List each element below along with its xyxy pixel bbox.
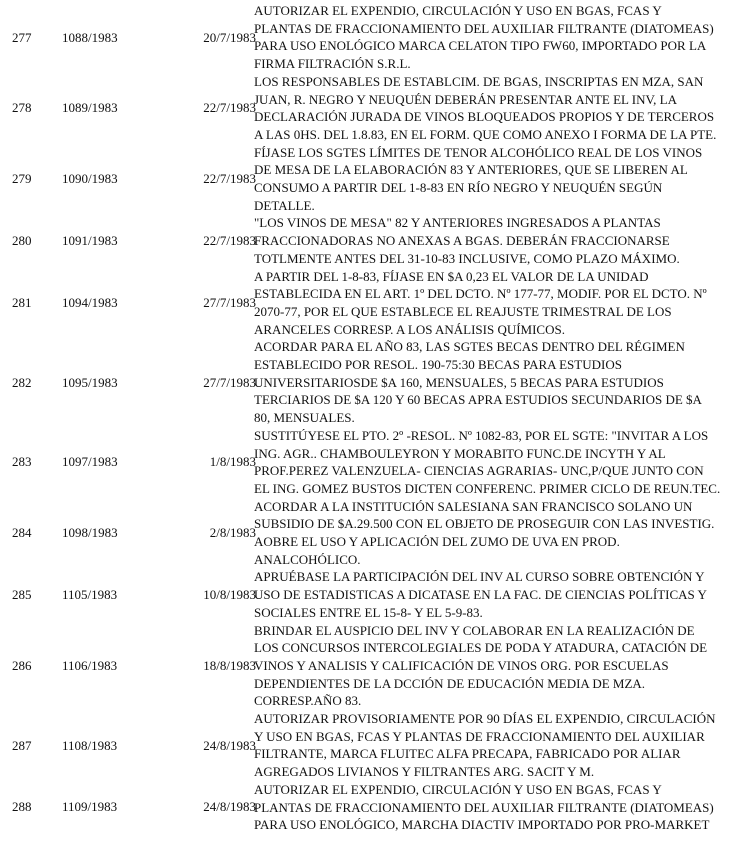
row-number: 284 [12, 525, 32, 541]
resolution-row [0, 622, 751, 711]
row-number: 285 [12, 587, 32, 603]
resolution-id: 1091/1983 [62, 233, 118, 249]
row-number: 282 [12, 374, 32, 390]
resolution-description: APRUÉBASE LA PARTICIPACIÓN DEL INV AL CURSO SOBRE OBTENCIÓN Y USO DE ESTADISTICAS A DICATASE EN LA FAC. DE CIENCIAS POLÍTICAS Y SOCIALES ENTRE EL 15-8- Y EL 5-9-83. [254, 569, 707, 620]
resolution-row [0, 73, 751, 144]
row-number: 287 [12, 737, 32, 753]
resolution-id: 1094/1983 [62, 295, 118, 311]
row-number: 288 [12, 799, 32, 815]
row-number: 278 [12, 100, 32, 116]
resolution-description: "LOS VINOS DE MESA" 82 Y ANTERIORES INGRESADOS A PLANTAS FRACCIONADORAS NO ANEXAS A BGAS. DEBERÁN FRACCIONARSE TOTLMENTE ANTES DEL 31-10-83 INCLUSIVE, COMO PLAZO MÁXIMO. [254, 215, 680, 266]
resolution-row [0, 268, 751, 339]
resolution-description: BRINDAR EL AUSPICIO DEL INV Y COLABORAR EN LA REALIZACIÓN DE LOS CONCURSOS INTERCOLEGIALES DE PODA Y ATADURA, CATACIÓN DE VINOS Y ANALISIS Y CALIFICACIÓN DE VINOS ORG. POR ESCUELAS DEPENDIENTES DE LA DCCIÓN DE EDUCACIÓN MEDIA DE MZA. CORRESP.AÑO 83. [254, 622, 708, 709]
resolution-description: FÍJASE LOS SGTES LÍMITES DE TENOR ALCOHÓLICO REAL DE LOS VINOS DE MESA DE LA ELABORACIÓN 83 Y ANTERIORES, QUE SE LIBEREN AL CONSUMO A PARTIR DEL 1-8-83 EN RÍO NEGRO Y NEUQUÉN SEGÚN DETALLE. [254, 144, 703, 213]
resolution-row [0, 144, 751, 215]
row-number: 281 [12, 295, 32, 311]
resolution-description: AUTORIZAR PROVISORIAMENTE POR 90 DÍAS EL EXPENDIO, CIRCULACIÓN Y USO EN BGAS, FCAS Y PLANTAS DE FRACCIONAMIENTO DEL AUXILIAR FILTRANTE, MARCA FLUITEC ALFA PRECAPA, FABRICADO POR ALIAR AGREGADOS LIVIANOS Y FILTRANTES ARG. SACIT Y M. [254, 711, 716, 780]
resolution-id: 1088/1983 [62, 29, 118, 45]
resolution-date: 18/8/1983 [203, 657, 256, 673]
resolution-row [0, 498, 751, 569]
resolution-id: 1090/1983 [62, 171, 118, 187]
row-number: 277 [12, 29, 32, 45]
resolution-row [0, 781, 751, 834]
resolution-date: 2/8/1983 [209, 525, 256, 541]
resolution-date: 27/7/1983 [203, 295, 256, 311]
row-number: 280 [12, 233, 32, 249]
resolution-date: 22/7/1983 [203, 233, 256, 249]
resolution-date: 20/7/1983 [203, 29, 256, 45]
resolution-id: 1098/1983 [62, 525, 118, 541]
resolution-description: AUTORIZAR EL EXPENDIO, CIRCULACIÓN Y USO EN BGAS, FCAS Y PLANTAS DE FRACCIONAMIENTO DEL AUXILIAR FILTRANTE (DIATOMEAS) PARA USO ENOLÓGICO MARCA CELATON TIPO FW60, IMPORTADO POR LA FIRMA FILTRACIÓN S.R.L. [254, 3, 714, 72]
resolution-description: ACORDAR A LA INSTITUCIÓN SALESIANA SAN FRANCISCO SOLANO UN SUBSIDIO DE $A.29.500 CON EL OBJETO DE PROSEGUIR CON LAS INVESTIG. AOBRE EL USO Y APLICACIÓN DEL ZUMO DE UVA EN PROD. ANALCOHÓLICO. [254, 498, 715, 567]
resolution-date: 24/8/1983 [203, 799, 256, 815]
resolution-row [0, 338, 751, 427]
resolution-id: 1106/1983 [62, 657, 118, 673]
resolution-date: 27/7/1983 [203, 374, 256, 390]
resolution-description: LOS RESPONSABLES DE ESTABLCIM. DE BGAS, INSCRIPTAS EN MZA, SAN JUAN, R. NEGRO Y NEUQUÉN DEBERÁN PRESENTAR ANTE EL INV, LA DECLARACIÓN JURADA DE VINOS BLOQUEADOS PROPIOS Y DE TERCEROS A LAS 0HS. DEL 1.8.83, EN EL FORM. QUE COMO ANEXO I FORMA DE LA PTE. [254, 73, 717, 142]
resolution-date: 1/8/1983 [209, 454, 256, 470]
resolution-id: 1097/1983 [62, 454, 118, 470]
resolution-date: 10/8/1983 [203, 587, 256, 603]
row-number: 279 [12, 171, 32, 187]
resolution-description: AUTORIZAR EL EXPENDIO, CIRCULACIÓN Y USO EN BGAS, FCAS Y PLANTAS DE FRACCIONAMIENTO DEL AUXILIAR FILTRANTE (DIATOMEAS) PARA USO ENOLÓGICO, MARCHA DIACTIV IMPORTADO POR PRO-MARKET [254, 781, 714, 833]
resolution-description: A PARTIR DEL 1-8-83, FÍJASE EN $A 0,23 EL VALOR DE LA UNIDAD ESTABLECIDA EN EL ART. 1º DEL DCTO. Nº 177-77, MODIF. POR EL DCTO. Nº 2070-77, POR EL QUE ESTABLECE EL REAJUSTE TRIMESTRAL DE LOS ARANCELES CORRESP. A LOS ANÁLISIS QUÍMICOS. [254, 268, 707, 337]
resolution-date: 24/8/1983 [203, 737, 256, 753]
resolution-row [0, 2, 751, 73]
resolution-description: SUSTITÚYESE EL PTO. 2º -RESOL. Nº 1082-83, POR EL SGTE: "INVITAR A LOS ING. AGR.. CHAMBOULEYRON Y MORABITO FUNC.DE INCYTH Y AL PROF.PEREZ VALENZUELA- CIENCIAS AGRARIAS- UNC,P/QUE JUNTO CON EL ING. GOMEZ BUSTOS DICTEN CONFERENC. PRIMER CICLO DE REUN.TEC. [254, 427, 721, 496]
resolution-date: 22/7/1983 [203, 100, 256, 116]
resolution-row [0, 214, 751, 267]
resolution-date: 22/7/1983 [203, 171, 256, 187]
row-number: 286 [12, 657, 32, 673]
row-number: 283 [12, 454, 32, 470]
resolution-row [0, 710, 751, 781]
resolution-description: ACORDAR PARA EL AÑO 83, LAS SGTES BECAS DENTRO DEL RÉGIMEN ESTABLECIDO POR RESOL. 190-75:30 BECAS PARA ESTUDIOS UNIVERSITARIOSDE $A 160, MENSUALES, 5 BECAS PARA ESTUDIOS TERCIARIOS DE $A 120 Y 60 BECAS APRA ESTUDIOS SECUNDARIOS DE $A 80, MENSUALES. [254, 339, 702, 426]
resolution-row [0, 568, 751, 621]
resolution-id: 1105/1983 [62, 587, 118, 603]
resolution-id: 1109/1983 [62, 799, 118, 815]
resolution-id: 1089/1983 [62, 100, 118, 116]
resolution-id: 1108/1983 [62, 737, 118, 753]
resolution-id: 1095/1983 [62, 374, 118, 390]
resolution-row [0, 427, 751, 498]
